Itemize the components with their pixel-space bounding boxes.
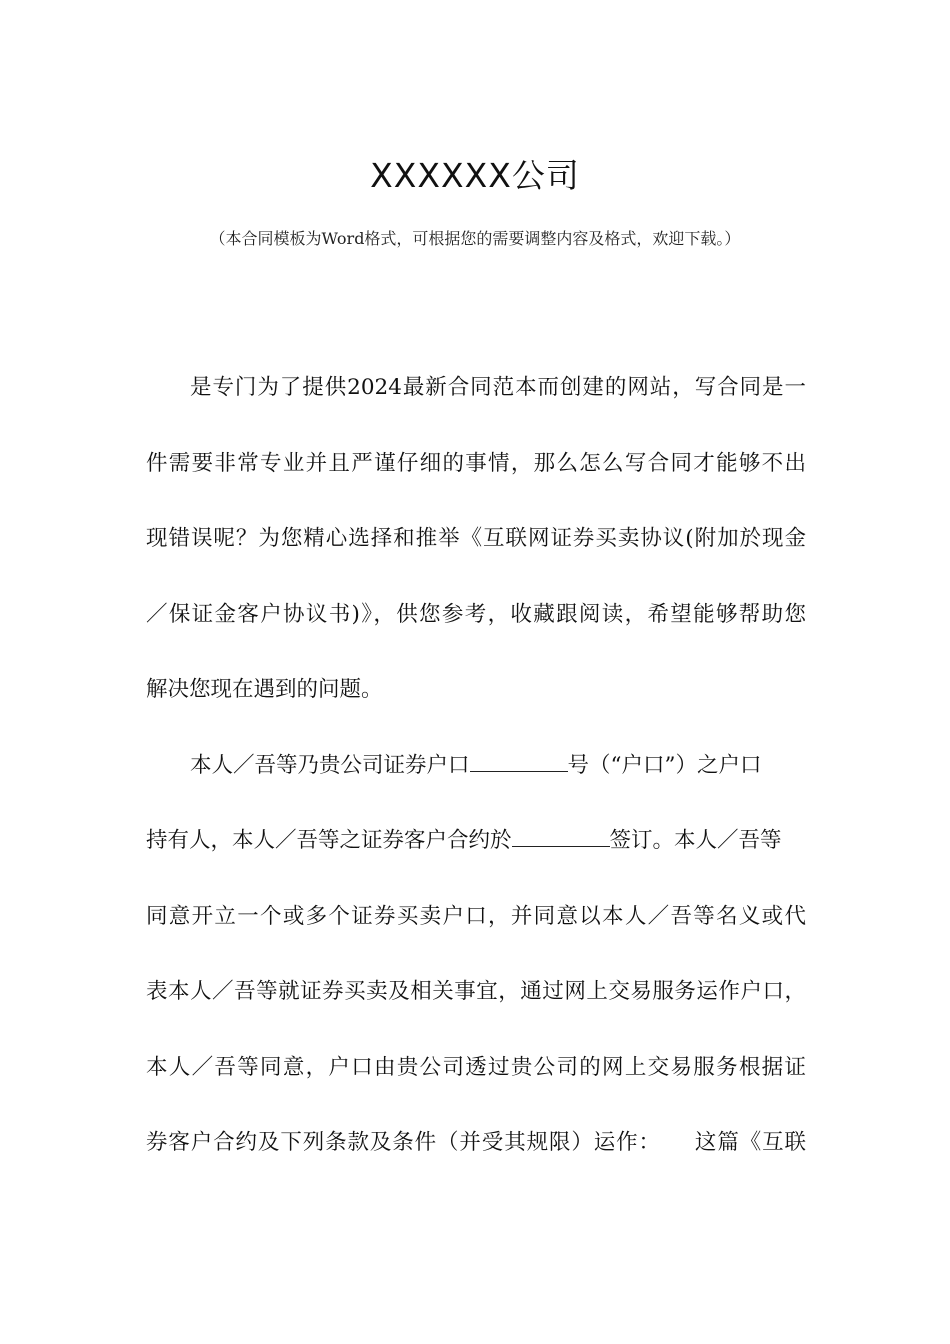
account-text-after: 号（“户口”）之户口	[567, 752, 762, 778]
paragraph2-line-account	[146, 740, 806, 816]
document-body	[146, 362, 806, 1193]
account-text-before: 本人／吾等乃贵公司证券户口	[190, 752, 470, 778]
paragraph1-line: 件需要非常专业并且严谨仔细的事情，那么怎么写合同才能够不出	[146, 450, 806, 476]
paragraph1-line: 是专门为了提供2024最新合同范本而创建的网站，写合同是一	[190, 375, 806, 400]
document-subtitle: （本合同模板为Word格式，可根据您的需要调整内容及格式，欢迎下载。）	[209, 229, 741, 248]
paragraph2-line: 券客户合约及下列条款及条件（并受其规限）运作： 这篇《互联	[146, 1130, 806, 1155]
paragraph1-line: 现错误呢？为您精心选择和推举《互联网证券买卖协议(附加於现金	[146, 526, 806, 551]
paragraph2-line-date	[146, 815, 806, 891]
paragraph2-line: 本人／吾等同意，户口由贵公司透过贵公司的网上交易服务根据证	[146, 1054, 806, 1080]
paragraph2-line: 表本人／吾等就证券买卖及相关事宜，通过网上交易服务运作户口，	[146, 979, 806, 1004]
document-title: XXXXXX公司	[370, 156, 580, 195]
date-text-after: 签订。本人／吾等	[609, 828, 782, 853]
paragraph1-line: ／保证金客户协议书)》，供您参考，收藏跟阅读，希望能够帮助您	[146, 601, 806, 627]
account-number-blank	[470, 743, 568, 772]
paragraph2-line: 同意开立一个或多个证券买卖户口，并同意以本人／吾等名义或代	[146, 903, 806, 929]
date-blank	[512, 818, 610, 847]
date-text-before: 持有人，本人／吾等之证券客户合约於	[146, 828, 512, 853]
paragraph1-line: 解决您现在遇到的问题。	[146, 677, 383, 702]
